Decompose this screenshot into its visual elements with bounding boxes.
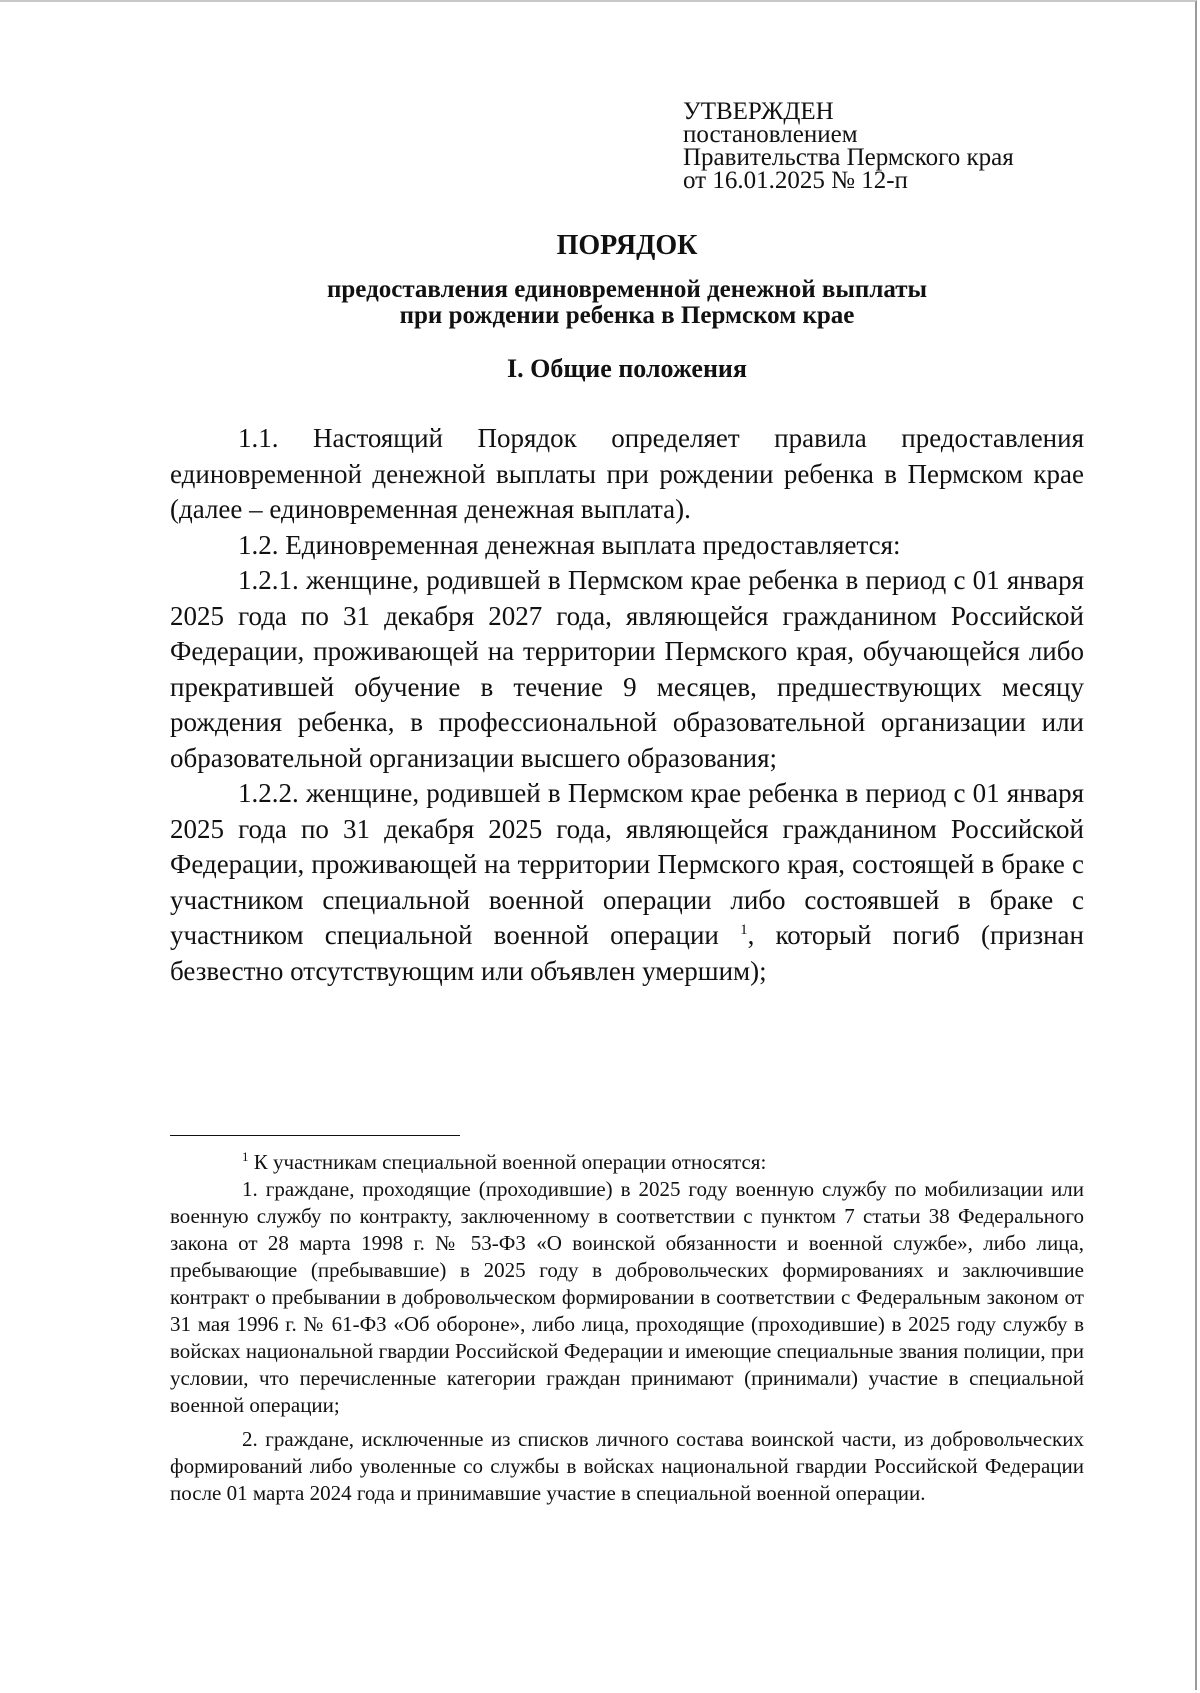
document-subtitle (0, 277, 1200, 329)
paragraph-1-2-2-text-b: , который погиб (признан безвестно отсутствующим или объявлен умершим); (170, 920, 1084, 986)
paragraph-1-2-2 (170, 776, 1084, 989)
footnote-intro-text: К участникам специальной военной операции относятся: (248, 1150, 767, 1174)
footnote-separator (170, 1135, 460, 1136)
paragraph-1-2-1: 1.2.1. женщине, родившей в Пермском крае ребенка в период с 01 января 2025 года по 31 декабря 2027 года, являющейся гражданином Российской Федерации, проживающей на территории Пермского края, обучающейся либо прекратившей обучение в течение 9 месяцев, предшествующих месяцу рождения ребенка, в профессиональной образовательной организации или образовательной организации высшего образования; (170, 565, 1084, 773)
footnote-marker: 1 (242, 1149, 249, 1164)
footnote-item-2: 2. граждане, исключенные из списков личного состава воинской части, из добровольческих формирований либо уволенные со службы в войсках национальной гвардии Российской Федерации после 01 марта 2024 года и принимавшие участие в специальной военной операции. (170, 1427, 1084, 1505)
paragraph-1-2-2-text-a: 1.2.2. женщине, родившей в Пермском крае ребенка в период с 01 января 2025 года по 31 декабря 2025 года, являющейся гражданином Российской Федерации, проживающей на территории Пермского края, состоящей в браке с участником специальной военной операции либо состоявшей в браке с участником специальной военной операции (170, 778, 1084, 950)
paragraph-1-1: 1.1. Настоящий Порядок определяет правила предоставления единовременной денежной выплаты при рождении ребенка в Пермском крае (далее – единовременная денежная выплата). (170, 423, 1084, 524)
paragraph-1-2: 1.2. Единовременная денежная выплата предоставляется: (238, 529, 901, 560)
section-heading: I. Общие положения (507, 354, 747, 383)
approval-stamp (683, 100, 1103, 192)
document-title: ПОРЯДОК (556, 230, 698, 261)
subtitle-line-2: при рождении ребенка в Пермском крае (399, 302, 855, 329)
subtitle-line-1: предоставления единовременной денежной выплаты (327, 276, 927, 303)
approval-line-3: Правительства Пермского края (683, 144, 1014, 171)
document-body (170, 421, 1084, 989)
footnote-intro (170, 1149, 1084, 1176)
approval-line-1: УТВЕРЖДЕН (683, 98, 834, 125)
footnote (170, 1149, 1084, 1507)
approval-line-2: постановлением (683, 121, 858, 148)
footnote-item-1: 1. граждане, проходящие (проходившие) в 2025 году военную службу по мобилизации или военную службу по контракту, заключенному в соответствии с пунктом 7 статьи 38 Федерального закона от 28 марта 1998 г. № 53-ФЗ «О воинской обязанности и военной службе», либо лица, пребывающие (пребывавшие) в 2025 году в добровольческих формированиях и заключившие контракт о пребывании в добровольческом формировании в соответствии с Федеральным законом от 31 мая 1996 г. № 61-ФЗ «Об обороне», либо лица, проходящие (проходившие) в 2025 году службу в войсках национальной гвардии Российской Федерации и имеющие специальные звания полиции, при условии, что перечисленные категории граждан принимают (принимали) участие в специальной военной операции; (170, 1177, 1084, 1417)
approval-line-4: от 16.01.2025 № 12-п (683, 167, 908, 194)
footnote-reference[interactable]: 1 (740, 922, 748, 938)
